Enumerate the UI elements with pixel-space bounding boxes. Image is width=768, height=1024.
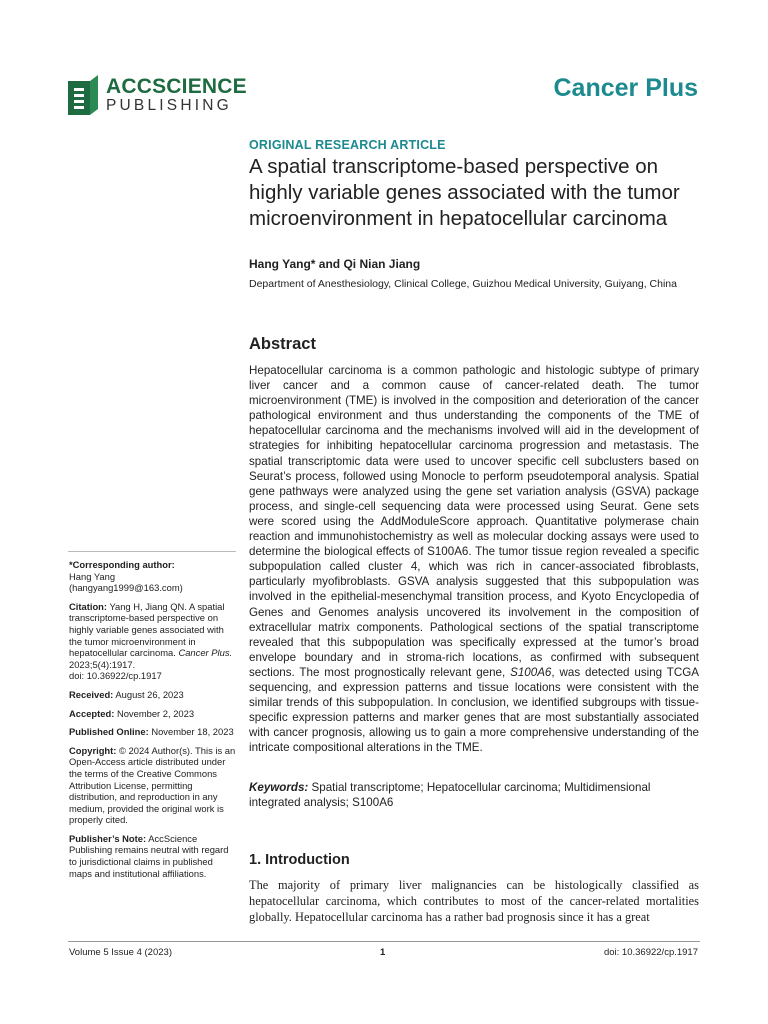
accepted-value: November 2, 2023 xyxy=(116,707,195,719)
note-label: Publisher’s Note: xyxy=(69,832,147,844)
citation-label: Citation: xyxy=(69,600,108,612)
page-number: 1 xyxy=(380,947,386,958)
keywords xyxy=(249,780,699,810)
citation-doi[interactable]: doi: 10.36922/cp.1917 xyxy=(69,670,162,682)
copyright xyxy=(69,745,237,826)
corr-name: Hang Yang xyxy=(69,570,116,582)
received-date xyxy=(69,689,237,701)
article-info-sidebar xyxy=(69,559,237,886)
accepted-label: Accepted: xyxy=(69,707,115,719)
citation-vol: 2023;5(4):1917. xyxy=(69,658,136,670)
note-text: AccScience Publishing remains neutral with regard to jurisdictional claims in published maps and institutional affiliations. xyxy=(69,832,229,879)
accscience-logo-icon xyxy=(68,75,98,117)
article-title: A spatial transcriptome-based perspective on highly variable genes associated with the tumor microenvironment in hepatocellular carcinoma xyxy=(249,155,680,230)
intro-text: The majority of primary liver malignancies can be histologically classified as hepatocellular carcinoma, which contributes to most of the cancer-related mortalities globally. Hepatocellular carcinoma has a rather bad prognosis since it has a great xyxy=(249,878,699,924)
keywords-text: Spatial transcriptome; Hepatocellular carcinoma; Multidimensional integrated analysis; S100A6 xyxy=(249,781,651,810)
authors: Hang Yang* and Qi Nian Jiang xyxy=(249,257,421,271)
publisher-note xyxy=(69,833,237,879)
published-value: November 18, 2023 xyxy=(151,726,234,738)
received-value: August 26, 2023 xyxy=(115,688,184,700)
publisher-logo xyxy=(68,73,247,119)
corr-email[interactable]: (hangyang1999@163.com) xyxy=(69,582,183,594)
abstract-heading: Abstract xyxy=(249,335,316,353)
abstract-gene: S100A6 xyxy=(510,665,552,679)
published-date xyxy=(69,726,237,738)
corresponding-author xyxy=(69,559,237,594)
article-type: ORIGINAL RESEARCH ARTICLE xyxy=(249,138,446,152)
footer-divider xyxy=(68,941,700,942)
abstract-text-part1: Hepatocellular carcinoma is a common pathologic and histologic subtype of primary liver cancer and a common cause of cancer-related death. The tumor microenvironment (TME) is involved in the composition and deterioration of the cancer pathological environment and thus understanding the components of the TME of hepatocellular carcinoma and the mechanisms involved will aid in the development of strategies for inhibiting hepatocellular carcinoma progression and metastasis. The spatial transcriptomic data were used to uncover specific cell subclusters based on Seurat’s process, followed using Monocle to perform pseudotemporal analysis. Spatial gene pathways were analyzed using the gene set variation analysis (GSVA) package process, and single-cell sequencing data were processed using Seurat. Gene sets were scored using the AddModuleScore approach. Quantitative polymerase chain reaction and immunohistochemistry as well as molecular docking assays were used to determine the biological effects of S100A6. The tumor tissue region revealed a specific subpopulation called cluster 4, which was rich in cancer-associated fibroblasts, particularly myofibroblasts. GSVA analysis suggested that this subpopulation was involved in the epithelial-mesenchymal transition process, and Kyoto Encyclopedia of Genes and Genomes analysis uncovered its involvement in the composition of extracellular matrix components. Pathological sections of the spatial transcriptome revealed that this subpopulation was specifically expressed at the tumor’s broad envelope boundary and in stroma-rich locations, as confirmed with subsequent sections. The most prognostically relevant gene, xyxy=(249,364,699,679)
logo-line2: PUBLISHING xyxy=(106,97,232,114)
citation-text: Yang H, Jiang QN. A spatial transcriptome-based perspective on highly variable genes associated with the tumor microenvironment in hepatocellular carcinoma. xyxy=(69,600,225,659)
citation xyxy=(69,601,237,682)
corr-label: *Corresponding author: xyxy=(69,559,175,570)
footer-doi: doi: 10.36922/cp.1917 xyxy=(603,947,698,958)
footer-volume: Volume 5 Issue 4 (2023) xyxy=(69,947,172,958)
intro-heading: 1. Introduction xyxy=(249,852,350,868)
copyright-label: Copyright: xyxy=(69,744,117,756)
sidebar-divider xyxy=(68,551,236,552)
abstract-text-part2: , was detected using TCGA sequencing, and expression patterns and tissue locations were consistent with the similar trends of this subpopulation. In conclusion, we identified subgroups with tissue-specific expression patterns and marker genes that are most substantially associated with cancer prognosis, allowing us to gain a more comprehensive understanding of the intricate compositional alterations in the TME. xyxy=(249,665,699,755)
affiliation: Department of Anesthesiology, Clinical College, Guizhou Medical University, Guiyang, China xyxy=(249,278,677,290)
copyright-text: © 2024 Author(s). This is an Open-Access article distributed under the terms of the Creative Commons Attribution License, permitting distribution, and reproduction in any medium, provided the original work is properly cited. xyxy=(69,744,236,826)
received-label: Received: xyxy=(69,688,114,700)
published-label: Published Online: xyxy=(69,726,149,738)
abstract-text xyxy=(249,363,699,755)
citation-journal: Cancer Plus. xyxy=(178,647,233,659)
journal-name: Cancer Plus xyxy=(553,74,698,102)
keywords-label: Keywords: xyxy=(249,781,309,794)
accepted-date xyxy=(69,708,237,720)
logo-line1: ACCSCIENCE xyxy=(106,75,247,98)
